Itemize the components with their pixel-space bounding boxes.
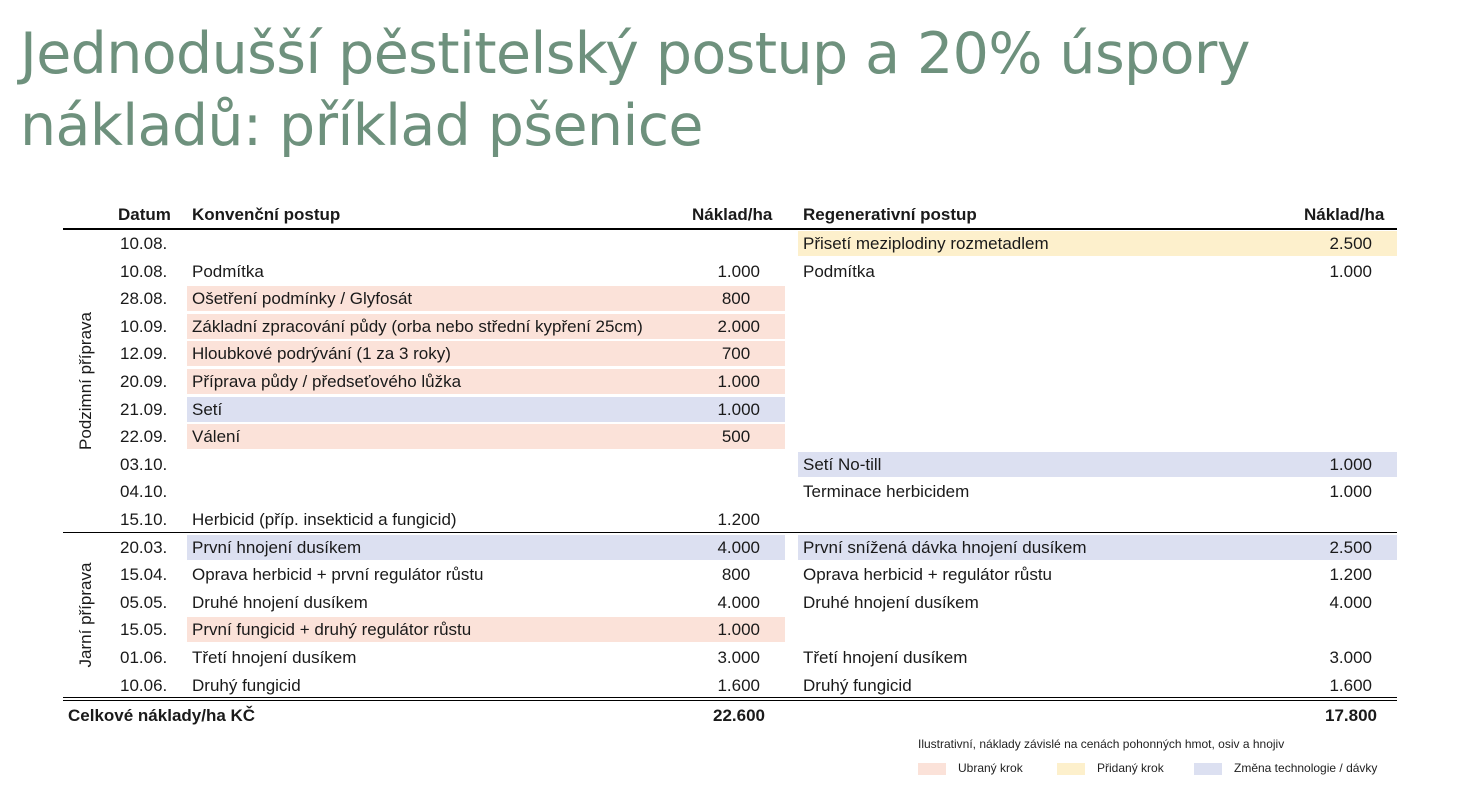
cell-regenerative-cost: 1.200 [1329, 565, 1372, 585]
cell-date: 03.10. [120, 454, 168, 474]
cell-date: 10.09. [120, 316, 168, 336]
cell-date: 15.05. [120, 620, 168, 640]
total-regenerative: 17.800 [1325, 706, 1377, 725]
cell-regenerative-step: Druhý fungicid [803, 675, 912, 695]
cell-conventional-step: Základní zpracování půdy (orba nebo střední kypření 25cm) [192, 316, 643, 336]
table-row [0, 313, 1467, 340]
cell-regenerative-step: Podmítka [803, 261, 875, 281]
header-date: Datum [118, 205, 171, 224]
cell-conventional-step: Ošetření podmínky / Glyfosát [192, 289, 413, 309]
table-row [0, 478, 1467, 505]
cell-conventional-cost: 2.000 [717, 316, 760, 336]
cell-conventional-step: První hnojení dusíkem [192, 537, 362, 557]
table-row [0, 534, 1467, 561]
table-row [0, 285, 1467, 312]
legend-swatch-changed [1194, 763, 1222, 775]
cell-regenerative-cost [1250, 423, 1372, 450]
cell-conventional-step: Druhé hnojení dusíkem [192, 592, 368, 612]
cell-regenerative-cost [1250, 340, 1372, 367]
cell-conventional-cost [640, 478, 760, 505]
cell-conventional-cost: 500 [721, 427, 751, 447]
cell-conventional-step: Podmítka [192, 261, 264, 281]
cell-regenerative-step: Setí No-till [803, 454, 882, 474]
table-row [0, 340, 1467, 367]
cell-conventional-cost [640, 230, 760, 257]
table-row [0, 644, 1467, 671]
legend-removed [918, 760, 1023, 776]
legend-swatch-added [1057, 763, 1085, 775]
cell-regenerative-cost: 1.000 [1329, 482, 1372, 502]
legend-label-added: Přidaný krok [1097, 761, 1164, 775]
cell-regenerative-cost: 1.600 [1329, 675, 1372, 695]
cell-conventional-step: Třetí hnojení dusíkem [192, 648, 357, 667]
cell-regenerative-step: Třetí hnojení dusíkem [803, 648, 968, 667]
legend-changed [1194, 760, 1377, 776]
legend-added [1057, 760, 1164, 776]
section-label-spring: Jarní příprava [76, 562, 95, 668]
table-row [0, 451, 1467, 478]
footnote: Ilustrativní, náklady závislé na cenách pohonných hmot, osiv a hnojiv [918, 737, 1285, 751]
cell-date: 28.08. [120, 289, 168, 309]
cell-regenerative-cost: 3.000 [1329, 648, 1372, 667]
cell-conventional-cost [640, 451, 760, 478]
table-row [0, 230, 1467, 257]
cell-conventional-cost: 1.000 [717, 261, 760, 281]
cell-regenerative-step: První snížená dávka hnojení dusíkem [803, 537, 1087, 557]
cell-date: 21.09. [120, 399, 168, 419]
table-row [0, 561, 1467, 588]
cell-regenerative-step: Oprava herbicid + regulátor růstu [803, 565, 1052, 585]
cell-conventional-step: Druhý fungicid [192, 675, 301, 695]
header-conventional: Konvenční postup [192, 205, 341, 224]
cell-regenerative-cost [1250, 313, 1372, 340]
cell-regenerative-step: Přisetí meziplodiny rozmetadlem [803, 234, 1049, 253]
cell-date: 10.08. [120, 234, 168, 253]
cell-date: 04.10. [120, 482, 168, 502]
cell-date: 15.04. [120, 565, 168, 585]
table-row [0, 506, 1467, 533]
cell-conventional-step: Oprava herbicid + první regulátor růstu [192, 565, 484, 585]
cell-regenerative-cost [1250, 396, 1372, 423]
cell-conventional-cost: 4.000 [717, 592, 760, 612]
cell-regenerative-cost [1250, 616, 1372, 643]
cell-regenerative-cost [1250, 285, 1372, 312]
cell-date: 22.09. [120, 427, 168, 447]
cell-conventional-cost: 1.000 [717, 620, 760, 640]
cell-regenerative-cost [1250, 368, 1372, 395]
cell-conventional-step: Příprava půdy / předseťového lůžka [192, 372, 462, 391]
page-title-line-2: nákladů: příklad pšenice [20, 93, 703, 159]
total-divider-bottom [63, 700, 1397, 701]
cell-date: 10.06. [120, 675, 168, 695]
cell-conventional-cost: 1.200 [717, 510, 760, 529]
total-label: Celkové náklady/ha KČ [68, 706, 256, 725]
cell-conventional-cost: 1.000 [717, 372, 760, 391]
table-row [0, 616, 1467, 643]
cell-date: 01.06. [120, 648, 168, 667]
table-row [0, 423, 1467, 450]
cell-regenerative-cost [1250, 506, 1372, 533]
legend-label-changed: Změna technologie / dávky [1234, 761, 1378, 775]
header-regenerative: Regenerativní postup [803, 205, 977, 224]
cell-date: 12.09. [120, 344, 168, 364]
table-row [0, 368, 1467, 395]
cell-conventional-cost: 800 [721, 565, 751, 585]
cell-conventional-step: Hloubkové podrývání (1 za 3 roky) [192, 344, 451, 364]
cell-date: 05.05. [120, 592, 168, 612]
cell-conventional-step: První fungicid + druhý regulátor růstu [192, 620, 472, 640]
cell-conventional-cost: 4.000 [717, 537, 760, 557]
page-title-line-1: Jednodušší pěstitelský postup a 20% úspory [20, 21, 1250, 87]
legend-label-removed: Ubraný krok [958, 761, 1023, 775]
table-row [0, 396, 1467, 423]
header-conventional-cost: Náklad/ha [692, 205, 773, 224]
table-row [0, 672, 1467, 699]
cell-regenerative-cost: 2.500 [1329, 234, 1372, 253]
legend-swatch-removed [918, 763, 946, 775]
page-title [20, 18, 1440, 162]
cell-conventional-step: Herbicid (příp. insekticid a fungicid) [192, 510, 457, 529]
cell-date: 10.08. [120, 261, 168, 281]
cell-conventional-cost: 1.000 [717, 399, 760, 419]
highlight-conventional-removed [187, 424, 785, 449]
cell-regenerative-cost: 4.000 [1329, 592, 1372, 612]
cell-conventional-step: Válení [192, 427, 241, 447]
cell-regenerative-step: Terminace herbicidem [803, 482, 970, 502]
cell-conventional-cost: 800 [721, 289, 751, 309]
table-row [0, 258, 1467, 285]
cell-regenerative-cost: 1.000 [1329, 261, 1372, 281]
header-regenerative-cost: Náklad/ha [1304, 205, 1385, 224]
section-label-autumn: Podzimní příprava [76, 312, 95, 450]
cell-regenerative-cost: 1.000 [1329, 454, 1372, 474]
cell-date: 20.09. [120, 372, 168, 391]
cell-regenerative-cost: 2.500 [1329, 537, 1372, 557]
cell-conventional-step: Setí [192, 399, 223, 419]
cell-date: 15.10. [120, 510, 168, 529]
cell-regenerative-step: Druhé hnojení dusíkem [803, 592, 979, 612]
cell-conventional-cost: 1.600 [717, 675, 760, 695]
table-row [0, 589, 1467, 616]
total-conventional: 22.600 [713, 706, 765, 725]
cell-date: 20.03. [120, 537, 168, 557]
cell-conventional-cost: 700 [721, 344, 751, 364]
cell-conventional-cost: 3.000 [717, 648, 760, 667]
